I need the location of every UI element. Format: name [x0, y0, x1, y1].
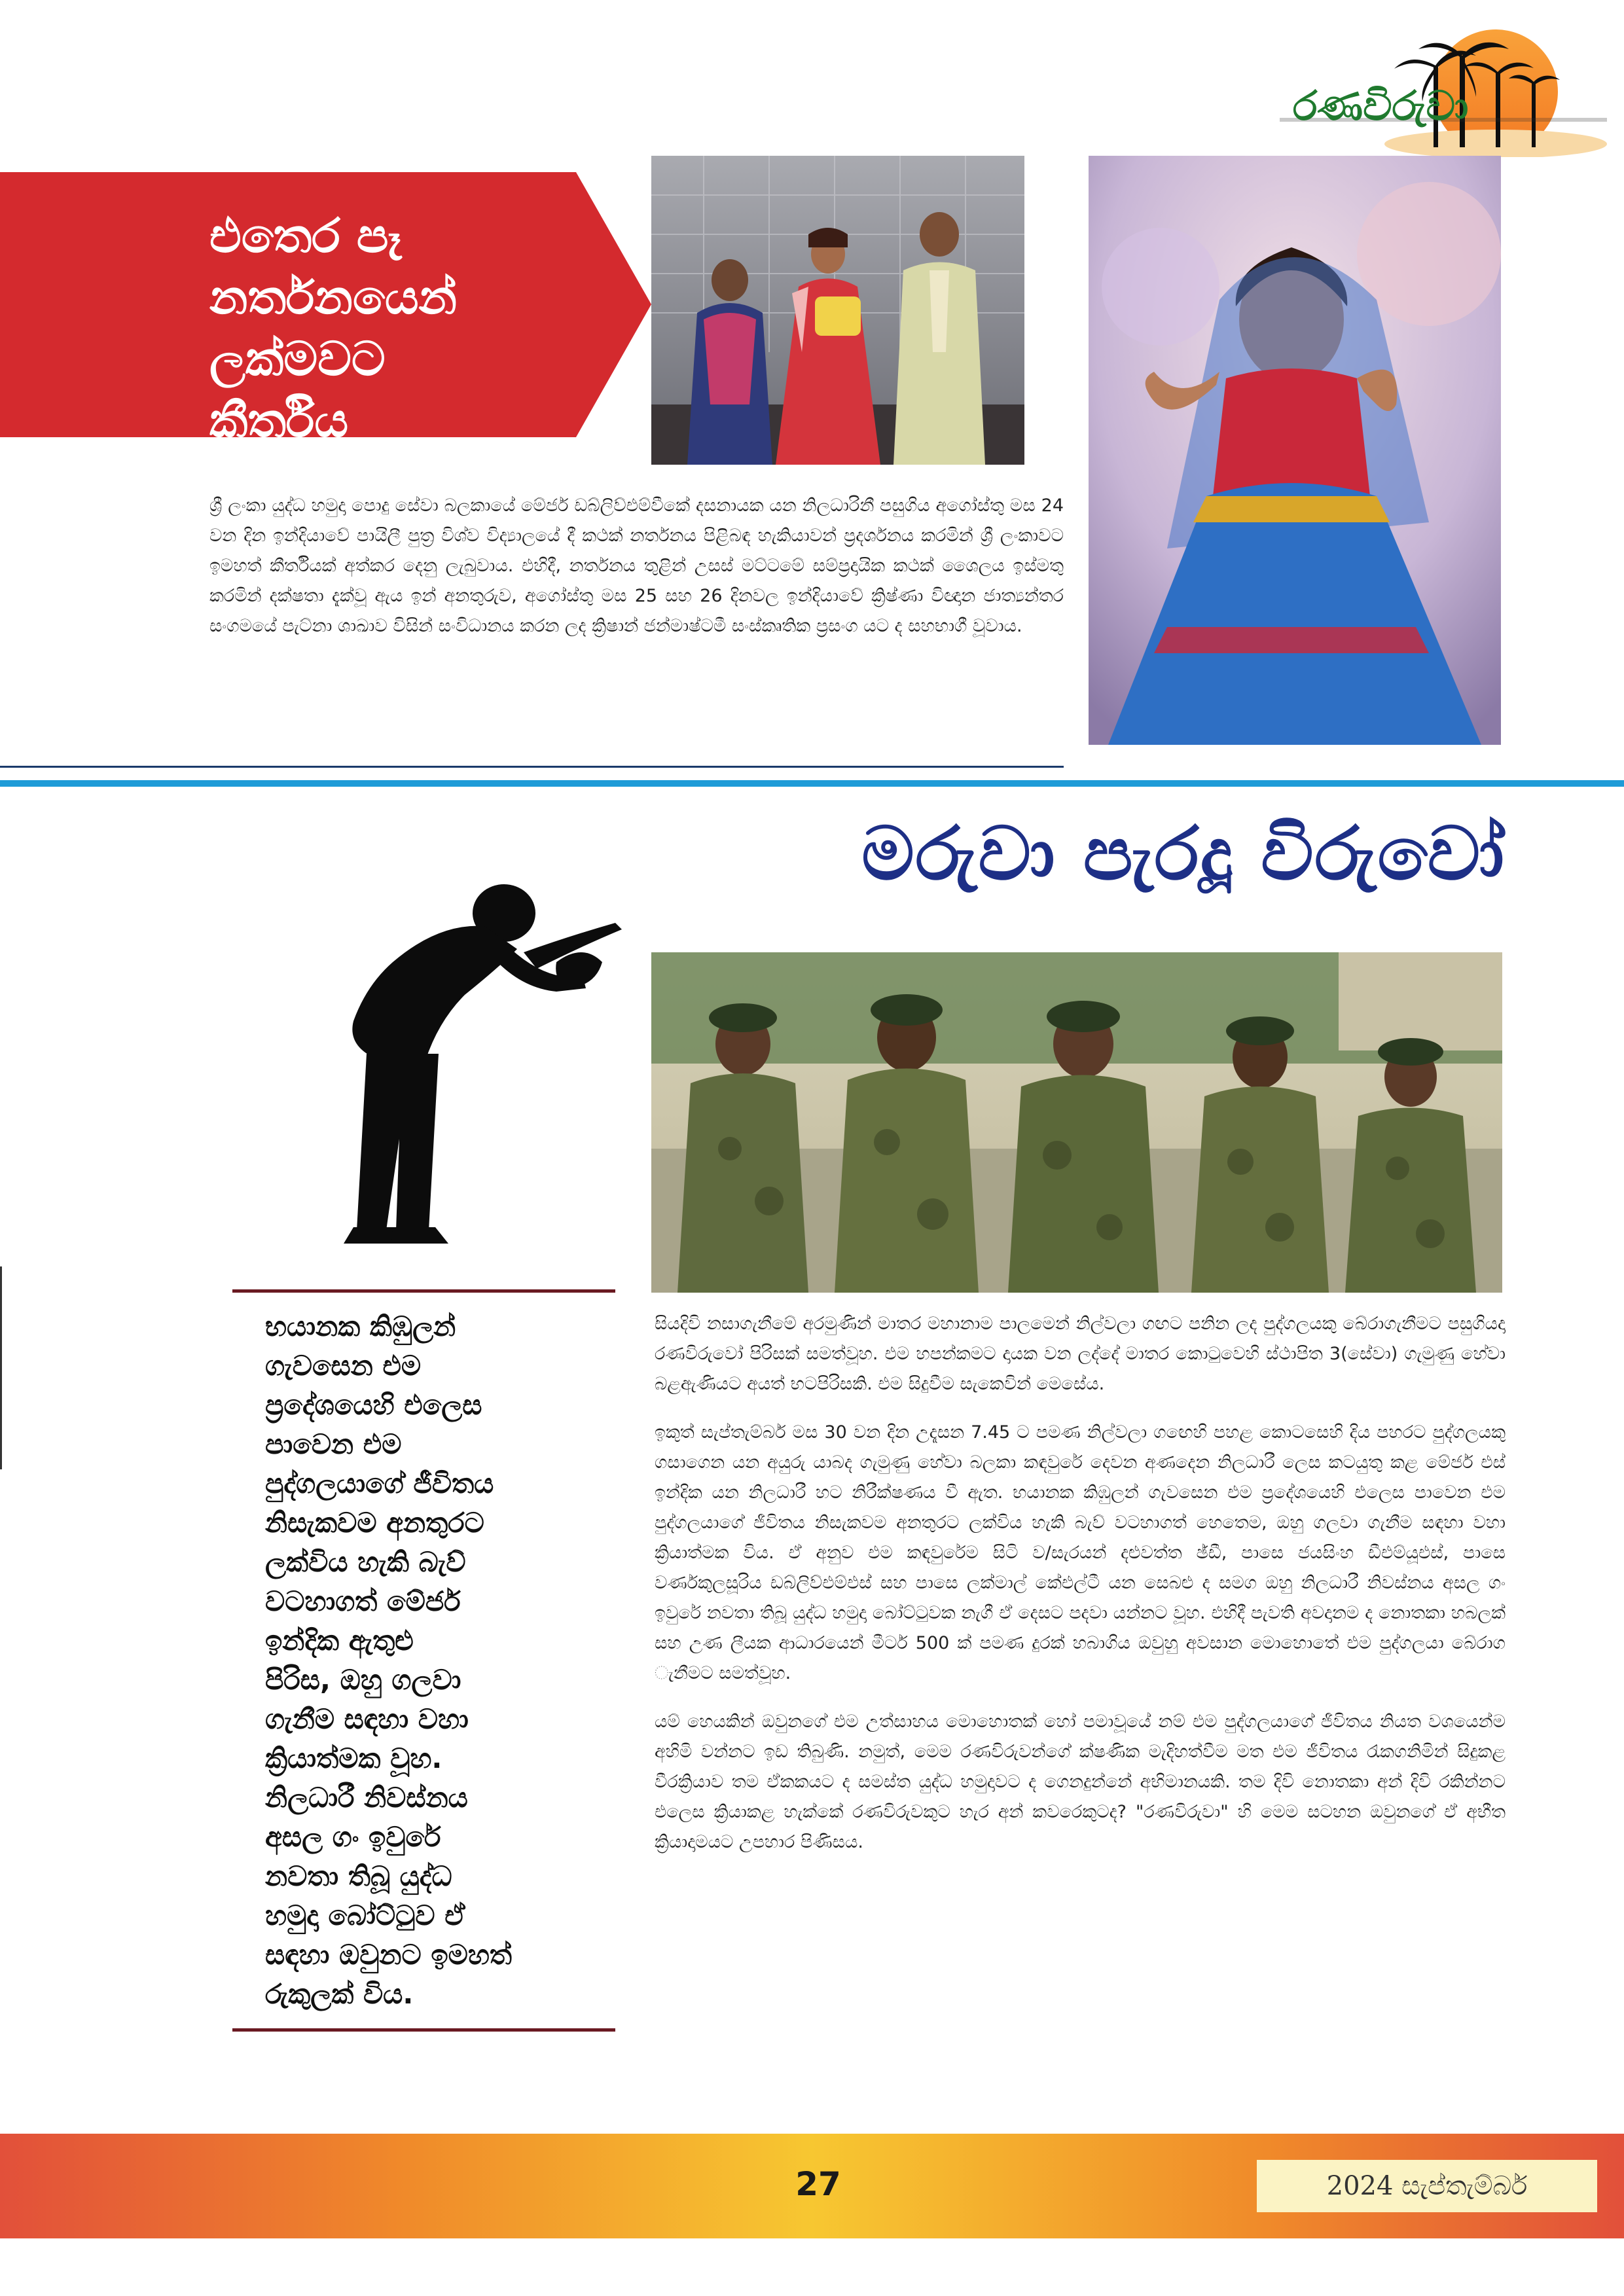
article-paragraph: සියදිවි නසාගැනීමේ අරමුණින් මාතර මහානාම පාලමෙන් නිල්වලා ගඟට පනින ලද පුද්ගලයකු බේරාගැනීමට පසුගියදා රණවිරුවෝ පිරිසක් සමත්වූහ. එම හපන්කමට දායක වන ලද්දේ මාතර කොටුවෙහි ස්ථාපිත 3(සේවා) ගැමුණු හේවා බළඇණියට අයත් භටපිරිසකි. එම සිදුවීම සැකෙවින් මෙසේය.	[655, 1314, 1506, 1394]
issue-date-tab	[1257, 2160, 1597, 2212]
pull-quote-line: පිරිස, ඔහු ගලවා	[265, 1664, 461, 1696]
article-paragraph: යම් හෙයකින් ඔවුනගේ එම උත්සාහය මොහොතක් හෝ පමාවූයේ නම් එම පුද්ගලයාගේ ජීවිතය නියත වශයෙන්ම අහිමි වන්නට ඉඩ තිබුණි. නමුත්, මෙම රණවිරුවන්ගේ ක්ෂණික මැදිහත්වීම මත එම ජීවිතය රැකගනිමින් සිදුකළ වීරක්‍රියාව තම ඒකකයට ද සමස්ත යුද්ධ හමුදාවට ද ගෙනදුන්නේ අභිමානයකි. තම දිවි නොතකා අන් දිවි රකින්නට එලෙස ක්‍රියාකළ හැක්කේ රණවිරුවකුට හැර අන් කවරෙකුටද? "රණවිරුවා" හි මෙම සටහන ඔවුනගේ ඒ අභීත ක්‍රියාදාමයට උපහාර පිණිසය.	[655, 1712, 1506, 1852]
margin-mark	[0, 1266, 2, 1469]
pull-quote-line: ගැවසෙන එම	[265, 1350, 422, 1382]
article-title-banner	[0, 172, 651, 448]
pull-quote-line: අසල ගං ඉවුරේ	[265, 1821, 441, 1853]
title-line: නර්තනයෙන්	[209, 270, 458, 325]
logo-text: රණවිරුවා	[1293, 82, 1469, 130]
bowing-man-silhouette	[308, 864, 648, 1250]
pull-quote	[232, 1289, 615, 2032]
pull-quote-line: නිසැකවම අනතුරට	[265, 1507, 484, 1539]
article-body: ශ්‍රී ලංකා යුද්ධ හමුදා පොදු සේවා බලකායේ මේජර් ඩබ්ලිව්එම්වීකේ දසනායක යන නිලධාරිනී පසුගිය අගෝස්තු මස 24 වන දින ඉන්දියාවේ පායිලී පුත්‍ර විශ්ව විද්‍යාලයේ දී කථක් නර්තනය පිළිබඳ හැකියාවන් ප්‍රදර්ශනය කරමින් ශ්‍රී ලංකාවට ඉමහත් කීර්තියක් අත්කර දෙනු ලැබුවාය. එහිදී, නර්තනය තුළින් උසස් මට්ටමේ සම්ප්‍රදායික කථක් ශෛලය ඉස්මතු කරමින් දක්ෂතා දැක්වූ ඇය ඉන් අනතුරුව, අගෝස්තු මස 25 සහ 26 දිනවල ඉන්දියාවේ ක්‍රිෂ්ණා විඥාන ජාත්‍යන්තර සංගමයේ පැට්නා ශාඛාව විසින් සංවිධානය කරන ලද ක්‍රිෂාන් ජන්මාෂ්ටමී සංස්කෘතික ප්‍රසංග යට ද සහභාගී වූවාය.	[209, 495, 1064, 636]
pull-quote-bottom-rule	[232, 2028, 615, 2032]
article-paragraph: ඉකුත් සැප්තැම්බර් මස 30 වන දින උදෑසන 7.45 ට පමණ නිල්වලා ගඟෙහි පහළ කොටසෙහි දිය පහරට පුද්ගලයකු ගසාගෙන යන අයුරු යාබද ගැමුණු හේවා බලකා කඳවුරේ දෙවන අණදෙන නිලධාරී ලෙස කටයුතු කළ මේජර් එස් ඉන්දික යන නිලධාරී හට නිරීක්ෂණය වී ඇත. භයානක කිඹුලන් ගැවසෙන එම ප්‍රදේශයෙහි එලෙස පාවෙන එම පුද්ගලයාගේ ජීවිතය නිසැකවම අනතුරට ලක්විය හැකි බැව් වටහාගත් හෙතෙම, ඔහු ගලවා ගැනීම සඳහා වහා ක්‍රියාත්මක විය. ඒ අනුව එම කඳවුරේම සිටි ව/සැරයන් දළුවත්ත ඡ්ඩී, පාසෙ ජයසිංහ ඩීඑම්යූඑස්, පාසෙ වර්ණකුලසූරිය ඩබ්ලිව්එම්එස් සහ පාසෙ ලක්මාල් කේඑල්ටී යන සෙබළු ද සමග ඔහු නිලධාරී නිවස්නය අසල ගං ඉවුරේ නවතා තිබූ යුද්ධ හමුදා බෝට්ටුවක නැගී ඒ දෙසට පදවා යන්නට වූහ. එහිදී පැවති අවදානම ද නොතකා හබලක් සහ උණ ලීයක ආධාරයෙන් මීටර් 500 ක් පමණ දුරක් හබාගිය ඔවුහු අවසාන මොහොතේ එම පුද්ගලයා බේරාග ැනීමට සමත්වූහ.	[655, 1422, 1506, 1683]
article-title	[209, 205, 615, 451]
pull-quote-line: රුකුලක් විය.	[265, 1978, 414, 2010]
section-divider-blue	[0, 780, 1624, 787]
main-headline: මරුවා පැරදූ විරුවෝ	[861, 812, 1506, 897]
pull-quote-line: ක්‍රියාත්මක වූහ.	[265, 1742, 442, 1774]
pull-quote-line: හමුදා බෝට්ටුව ඒ	[265, 1899, 465, 1931]
pull-quote-line: පාවෙන එම	[265, 1428, 402, 1460]
pull-quote-line: ඉන්දික ඇතුළු	[265, 1624, 414, 1657]
pull-quote-line: සඳහා ඔවුනට ඉමහත්	[265, 1939, 513, 1971]
pull-quote-line: නිලධාරී නිවස්නය	[265, 1782, 468, 1814]
section-divider	[0, 766, 1064, 768]
pull-quote-line: වටහාගත් මේජර්	[265, 1585, 461, 1617]
masthead-logo	[1280, 20, 1607, 157]
pull-quote-text	[232, 1293, 615, 2028]
title-line: ලක්මවට	[209, 331, 386, 386]
title-line: එතෙර පෑ	[209, 208, 402, 263]
footer-margin	[0, 2238, 1624, 2296]
pull-quote-line: නවතා තිබූ යුද්ධ	[265, 1860, 452, 1892]
pull-quote-line: භයානක කිඹුලන්	[265, 1310, 456, 1342]
title-line: කීර්තිය	[209, 393, 349, 448]
pull-quote-line: ප්‍රදේශයෙහි එලෙස	[265, 1389, 482, 1421]
award-ceremony-photo	[651, 156, 1024, 465]
article-body	[655, 1309, 1506, 1876]
pull-quote-line: ගැනීම සඳහා වහා	[265, 1703, 469, 1735]
page-number: 27	[795, 2165, 841, 2203]
pull-quote-line: ලක්විය හැකි බැව්	[265, 1546, 466, 1578]
pull-quote-line: පුද්ගලයාගේ ජීවිතය	[265, 1467, 494, 1499]
kathak-dancer-photo	[1089, 156, 1501, 745]
soldiers-group-photo	[651, 952, 1502, 1293]
issue-date: 2024 සැප්තැම්බර්	[1326, 2171, 1528, 2201]
